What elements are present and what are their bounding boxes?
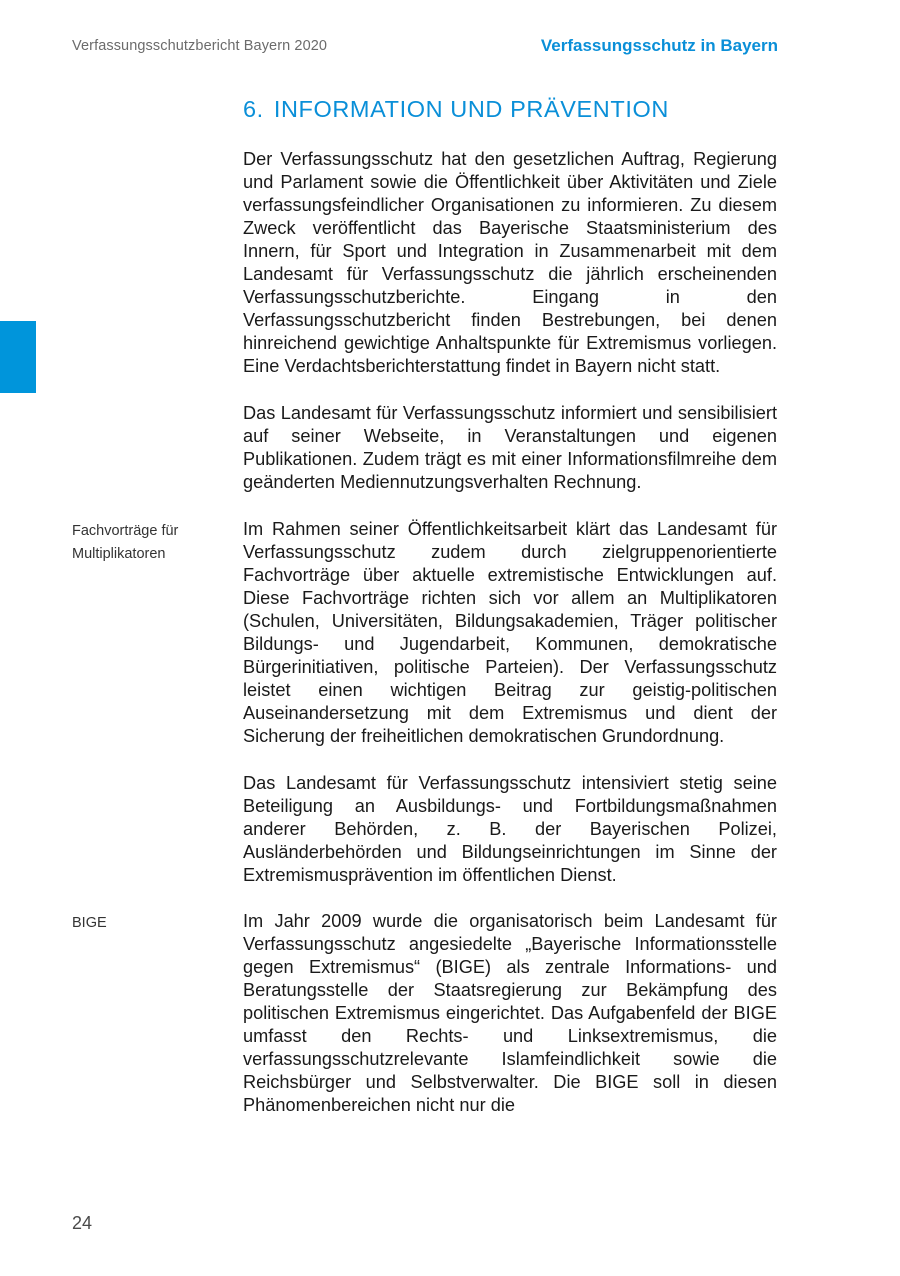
margin-note-line: Multiplikatoren bbox=[72, 546, 166, 562]
page-number: 24 bbox=[72, 1213, 93, 1233]
running-header-left: Verfassungsschutzbericht Bayern 2020 bbox=[72, 38, 328, 54]
running-header-right: Verfassungsschutz in Bayern bbox=[540, 36, 778, 55]
chapter-number: 6. bbox=[243, 96, 264, 122]
margin-note-bige: BIGE bbox=[72, 915, 107, 931]
margin-note-fachvortraege bbox=[72, 520, 178, 566]
chapter-title-text: INFORMATION UND PRÄVENTION bbox=[273, 96, 669, 122]
chapter-side-tab bbox=[0, 321, 36, 393]
margin-note-line: Fachvorträge für bbox=[72, 523, 179, 539]
paragraph-4: Das Landesamt für Verfassungsschutz intensiviert stetig seine Beteiligung an Ausbildungs- und Fortbildungsmaßnahmen anderer Behörden, z. B. der Bayerischen Polizei, Ausländerbehörden und Bildungseinrichtungen im Sinne der Extremismusprävention im öffentlichen Dienst. bbox=[243, 773, 777, 885]
paragraph-3: Im Rahmen seiner Öffentlichkeitsarbeit klärt das Landesamt für Verfassungsschutz zudem durch zielgruppenorientierte Fachvorträge über aktuelle extremistische Entwicklungen auf. Diese Fachvorträge richten sich vor allem an Multiplikatoren (Schulen, Universitäten, Bildungsakademien, Träger politischer Bildungs- und Jugendarbeit, Kommunen, demokratische Bürgerinitiativen, politische Parteien). Der Verfassungsschutz leistet einen wichtigen Beitrag zur geistig-politischen Auseinandersetzung mit dem Extremismus und dient der Sicherung der freiheitlichen demokratischen Grundordnung. bbox=[243, 519, 777, 746]
paragraph-2: Das Landesamt für Verfassungsschutz informiert und sensibilisiert auf seiner Webseite, in Veranstaltungen und eigenen Publikationen. Zudem trägt es mit einer Informationsfilmreihe dem geänderten Mediennutzungsverhalten Rechnung. bbox=[243, 403, 777, 492]
paragraph-5: Im Jahr 2009 wurde die organisatorisch beim Landesamt für Verfassungsschutz angesiedelte „Bayerische Informationsstelle gegen Extremismus“ (BIGE) als zentrale Informations- und Beratungsstelle der Staatsregierung zur Bekämpfung des politischen Extremismus eingerichtet. Das Aufgabenfeld der BIGE umfasst den Rechts- und Linksextremismus, die verfassungsschutzrelevante Islamfeindlichkeit sowie die Reichsbürger und Selbstverwalter. Die BIGE soll in diesen Phänomenbereichen nicht nur die bbox=[243, 911, 777, 1115]
chapter-heading bbox=[243, 96, 669, 123]
paragraph-1: Der Verfassungsschutz hat den gesetzlichen Auftrag, Regierung und Parlament sowie die Öffentlichkeit über Aktivitäten und Ziele verfassungsfeindlicher Organisationen zu informieren. Zu diesem Zweck veröffentlicht das Bayerische Staatsministerium des Innern, für Sport und Integration in Zusammenarbeit mit dem Landesamt für Verfassungsschutz die jährlich erscheinenden Verfassungsschutzberichte. Eingang in den Verfassungsschutzbericht finden Bestrebungen, bei denen hinreichend gewichtige Anhaltspunkte für Extremismus vorliegen. Eine Verdachtsberichterstattung findet in Bayern nicht statt. bbox=[243, 149, 777, 376]
